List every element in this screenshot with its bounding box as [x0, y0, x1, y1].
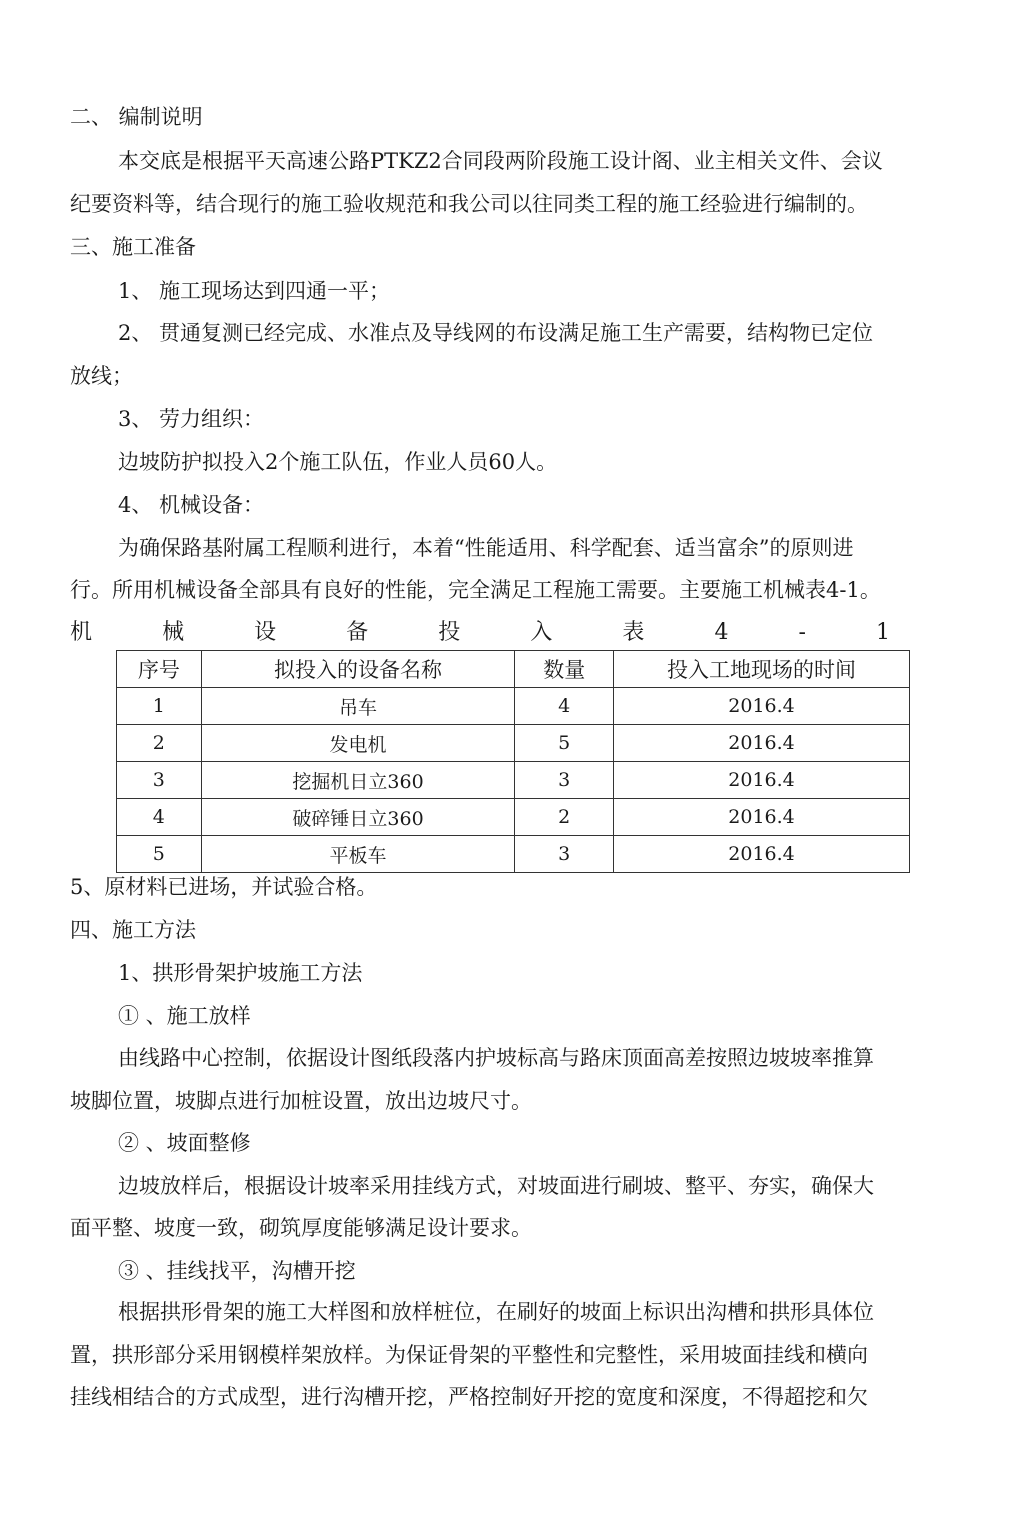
paragraph-line: 根据拱形骨架的施工大样图和放样桩位，在刷好的坡面上标识出沟槽和拱形具体位 — [118, 1300, 874, 1324]
section-heading-3: 三、施工准备 — [70, 235, 196, 259]
table-cell: 4 — [515, 688, 614, 725]
caption-char: 机 — [70, 620, 93, 645]
paragraph-line: 置，拱形部分采用钢模样架放样。为保证骨架的平整性和完整性，采用坡面挂线和横向 — [70, 1343, 868, 1367]
caption-char: 1 — [875, 620, 890, 645]
table-row — [117, 836, 910, 873]
table-cell: 2016.4 — [614, 836, 910, 873]
table-row — [117, 799, 910, 836]
table-cell: 挖掘机日立360 — [201, 762, 515, 799]
paragraph-line: 边坡防护拟投入2个施工队伍，作业人员60人。 — [118, 450, 558, 474]
paragraph-line: 放线； — [70, 364, 133, 388]
paragraph-line: 本交底是根据平天高速公路PTKZ2合同段两阶段施工设计阁、业主相关文件、会议 — [118, 149, 883, 173]
caption-char: 备 — [346, 620, 369, 645]
caption-char: 设 — [254, 620, 277, 645]
paragraph-line: 纪要资料等，结合现行的施工验收规范和我公司以往同类工程的施工经验进行编制的。 — [70, 192, 868, 216]
table-cell: 4 — [117, 799, 202, 836]
section-heading-4: 四、施工方法 — [70, 918, 196, 942]
paragraph-line: 行。所用机械设备全部具有良好的性能，完全满足工程施工需要。主要施工机械表4-1。 — [70, 578, 881, 602]
caption-char: 4 — [714, 620, 729, 645]
paragraph-line: 边坡放样后，根据设计坡率采用挂线方式，对坡面进行刷坡、整平、夯实，确保大 — [118, 1174, 874, 1198]
caption-char: - — [798, 620, 806, 645]
table-cell: 1 — [117, 688, 202, 725]
table-cell: 5 — [117, 836, 202, 873]
caption-char: 表 — [622, 620, 645, 645]
paragraph-line: 面平整、坡度一致，砌筑厚度能够满足设计要求。 — [70, 1216, 532, 1240]
header-cell-time: 投入工地现场的时间 — [614, 651, 910, 688]
table-cell: 3 — [515, 836, 614, 873]
table-cell: 3 — [515, 762, 614, 799]
step-heading: ② 、坡面整修 — [118, 1131, 251, 1155]
table-cell: 5 — [515, 725, 614, 762]
table-cell: 发电机 — [201, 725, 515, 762]
table-cell: 2 — [117, 725, 202, 762]
table-cell: 2 — [515, 799, 614, 836]
table-cell: 破碎锤日立360 — [201, 799, 515, 836]
table-cell: 2016.4 — [614, 688, 910, 725]
table-cell: 2016.4 — [614, 762, 910, 799]
equipment-table — [116, 650, 910, 873]
caption-char: 入 — [530, 620, 553, 645]
header-cell-quantity: 数量 — [515, 651, 614, 688]
paragraph-line: 由线路中心控制，依据设计图纸段落内护坡标高与路床顶面高差按照边坡坡率推算 — [118, 1046, 874, 1070]
step-heading: ① 、施工放样 — [118, 1004, 251, 1028]
table-cell: 平板车 — [201, 836, 515, 873]
table-cell: 吊车 — [201, 688, 515, 725]
paragraph-line: 挂线相结合的方式成型，进行沟槽开挖，严格控制好开挖的宽度和深度，不得超挖和欠 — [70, 1385, 868, 1409]
table-row — [117, 762, 910, 799]
header-cell-name: 拟投入的设备名称 — [201, 651, 515, 688]
table-row — [117, 725, 910, 762]
table-cell: 2016.4 — [614, 725, 910, 762]
table-caption — [70, 618, 890, 648]
table-row — [117, 688, 910, 725]
list-item: 4、 机械设备： — [118, 493, 265, 517]
caption-char: 械 — [162, 620, 185, 645]
list-item: 2、 贯通复测已经完成、水准点及导线网的布设满足施工生产需要，结构物已定位 — [118, 321, 874, 345]
subsection-heading: 1、拱形骨架护坡施工方法 — [118, 961, 363, 985]
paragraph-line: 坡脚位置，坡脚点进行加桩设置，放出边坡尺寸。 — [70, 1089, 532, 1113]
table-cell: 2016.4 — [614, 799, 910, 836]
list-item: 1、 施工现场达到四通一平； — [118, 279, 391, 303]
caption-char: 投 — [438, 620, 461, 645]
section-heading-2: 二、 编制说明 — [70, 105, 203, 129]
step-heading: ③ 、挂线找平，沟槽开挖 — [118, 1259, 356, 1283]
list-item: 5、原材料已进场，并试验合格。 — [70, 875, 378, 899]
paragraph-line: 为确保路基附属工程顺利进行，本着“性能适用、科学配套、适当富余”的原则进 — [118, 536, 854, 560]
header-cell-index: 序号 — [117, 651, 202, 688]
table-header-row — [117, 651, 910, 688]
list-item: 3、 劳力组织： — [118, 407, 265, 431]
table-cell: 3 — [117, 762, 202, 799]
